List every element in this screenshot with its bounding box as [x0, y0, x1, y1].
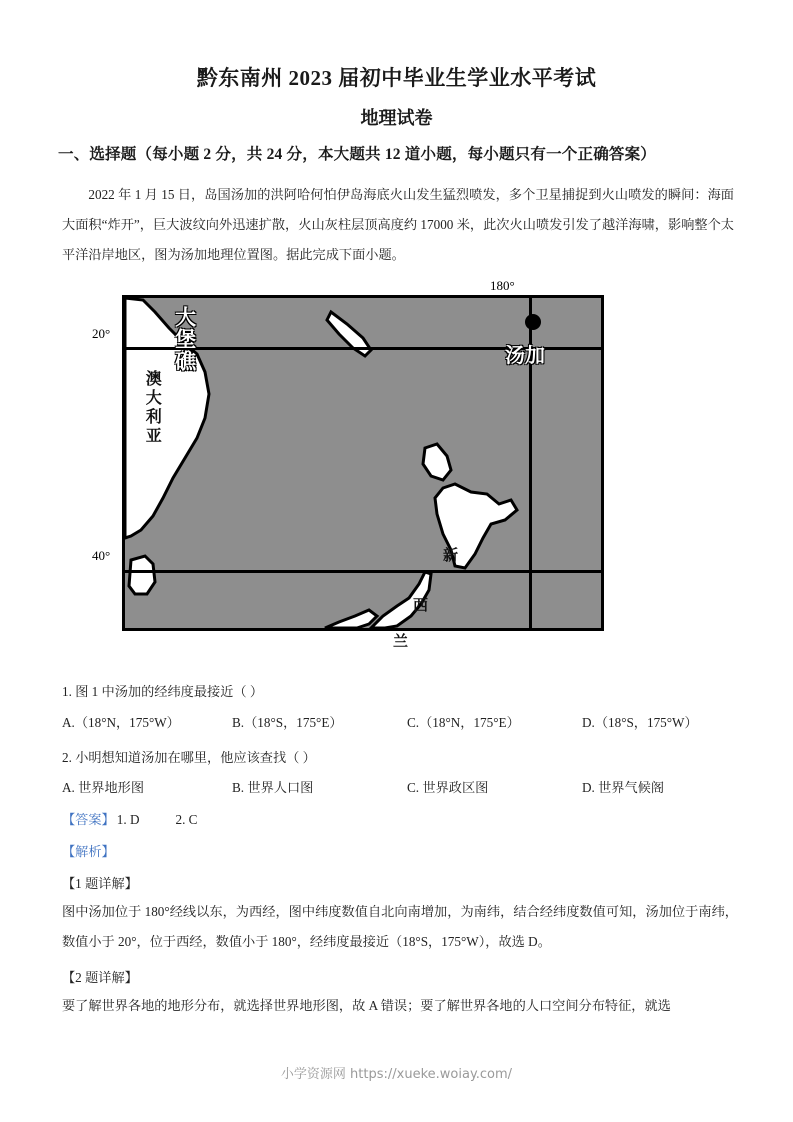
- map-frame: [122, 295, 604, 650]
- map-label-australia: 澳大利亚: [143, 370, 161, 446]
- map-label-great-barrier-reef: 大堡礁: [172, 306, 197, 372]
- page-title: 黔东南州 2023 届初中毕业生学业水平考试: [196, 66, 597, 90]
- latitude-label-20: 20°: [92, 326, 111, 341]
- detail-2-tag: 【2 题详解】: [62, 970, 138, 985]
- tonga-location-dot: [525, 314, 541, 330]
- detail-1-tag: 【1 题详解】: [62, 876, 138, 891]
- question-1-option-c[interactable]: C.（18°N，175°E）: [407, 715, 520, 730]
- map-label-new-zealand-1: 新: [443, 548, 459, 564]
- question-2-options: [62, 777, 752, 796]
- tonga-location-map: [92, 278, 622, 650]
- latitude-label-40: 40°: [92, 548, 111, 563]
- question-2-option-b[interactable]: B. 世界人口图: [232, 780, 314, 795]
- detail-2-text: 要了解世界各地的地形分布，就选择世界地形图，故 A 错误；要了解世界各地的人口空间分布特征，就选: [62, 998, 671, 1013]
- intro-paragraph: 2022 年 1 月 15 日，岛国汤加的洪阿哈何怕伊岛海底火山发生猛烈喷发，多个卫星捕捉到火山喷发的瞬间：海面大面积“炸开”，巨大波纹向外迅速扩散，火山灰柱层顶高度约 17000 米，此次火山喷发引发了越洋海啸，影响整个太平洋沿岸地区，图为汤加地理位置图。据此完成下面小题。: [62, 187, 734, 262]
- page-subtitle: 地理试卷: [360, 108, 433, 128]
- map-label-new-zealand-3: 兰: [393, 634, 409, 650]
- question-1-option-a[interactable]: A.（18°N，175°W）: [62, 715, 180, 730]
- map-label-tonga: 汤加: [505, 345, 545, 367]
- question-1-option-d[interactable]: D.（18°S，175°W）: [582, 715, 698, 730]
- section-heading: 一、选择题（每小题 2 分，共 24 分，本大题共 12 道小题，每小题只有一个正确答案）: [58, 146, 657, 163]
- question-2-option-d[interactable]: D. 世界气候阁: [582, 780, 665, 795]
- question-1-option-b[interactable]: B.（18°S，175°E）: [232, 715, 343, 730]
- question-2-option-c[interactable]: C. 世界政区图: [407, 780, 489, 795]
- analysis-tag: 【解析】: [62, 844, 115, 859]
- answer-question-1: 1. D: [116, 812, 140, 827]
- answer-tag: 【答案】: [62, 812, 115, 827]
- longitude-label-180: 180°: [490, 278, 515, 293]
- answer-question-2: 2. C: [175, 812, 198, 827]
- detail-1-text: 图中汤加位于 180°经线以东，为西经，图中纬度数值自北向南增加，为南纬，结合经纬度数值可知，汤加位于南纬，数值小于 20°，位于西经，数值小于 180°，经纬度最接近（18°S，175°W），故选 D。: [62, 904, 738, 949]
- question-1-options: [62, 712, 752, 731]
- map-label-new-zealand-2: 西: [413, 598, 429, 614]
- question-2-option-a[interactable]: A. 世界地形图: [62, 780, 145, 795]
- question-1-stem: 1. 图 1 中汤加的经纬度最接近（ ）: [62, 684, 264, 699]
- footer-watermark: 小学资源网 https://xueke.woiay.com/: [280, 1067, 513, 1082]
- answer-row: [62, 809, 752, 828]
- question-2-stem: 2. 小明想知道汤加在哪里，他应该查找（ ）: [62, 750, 316, 765]
